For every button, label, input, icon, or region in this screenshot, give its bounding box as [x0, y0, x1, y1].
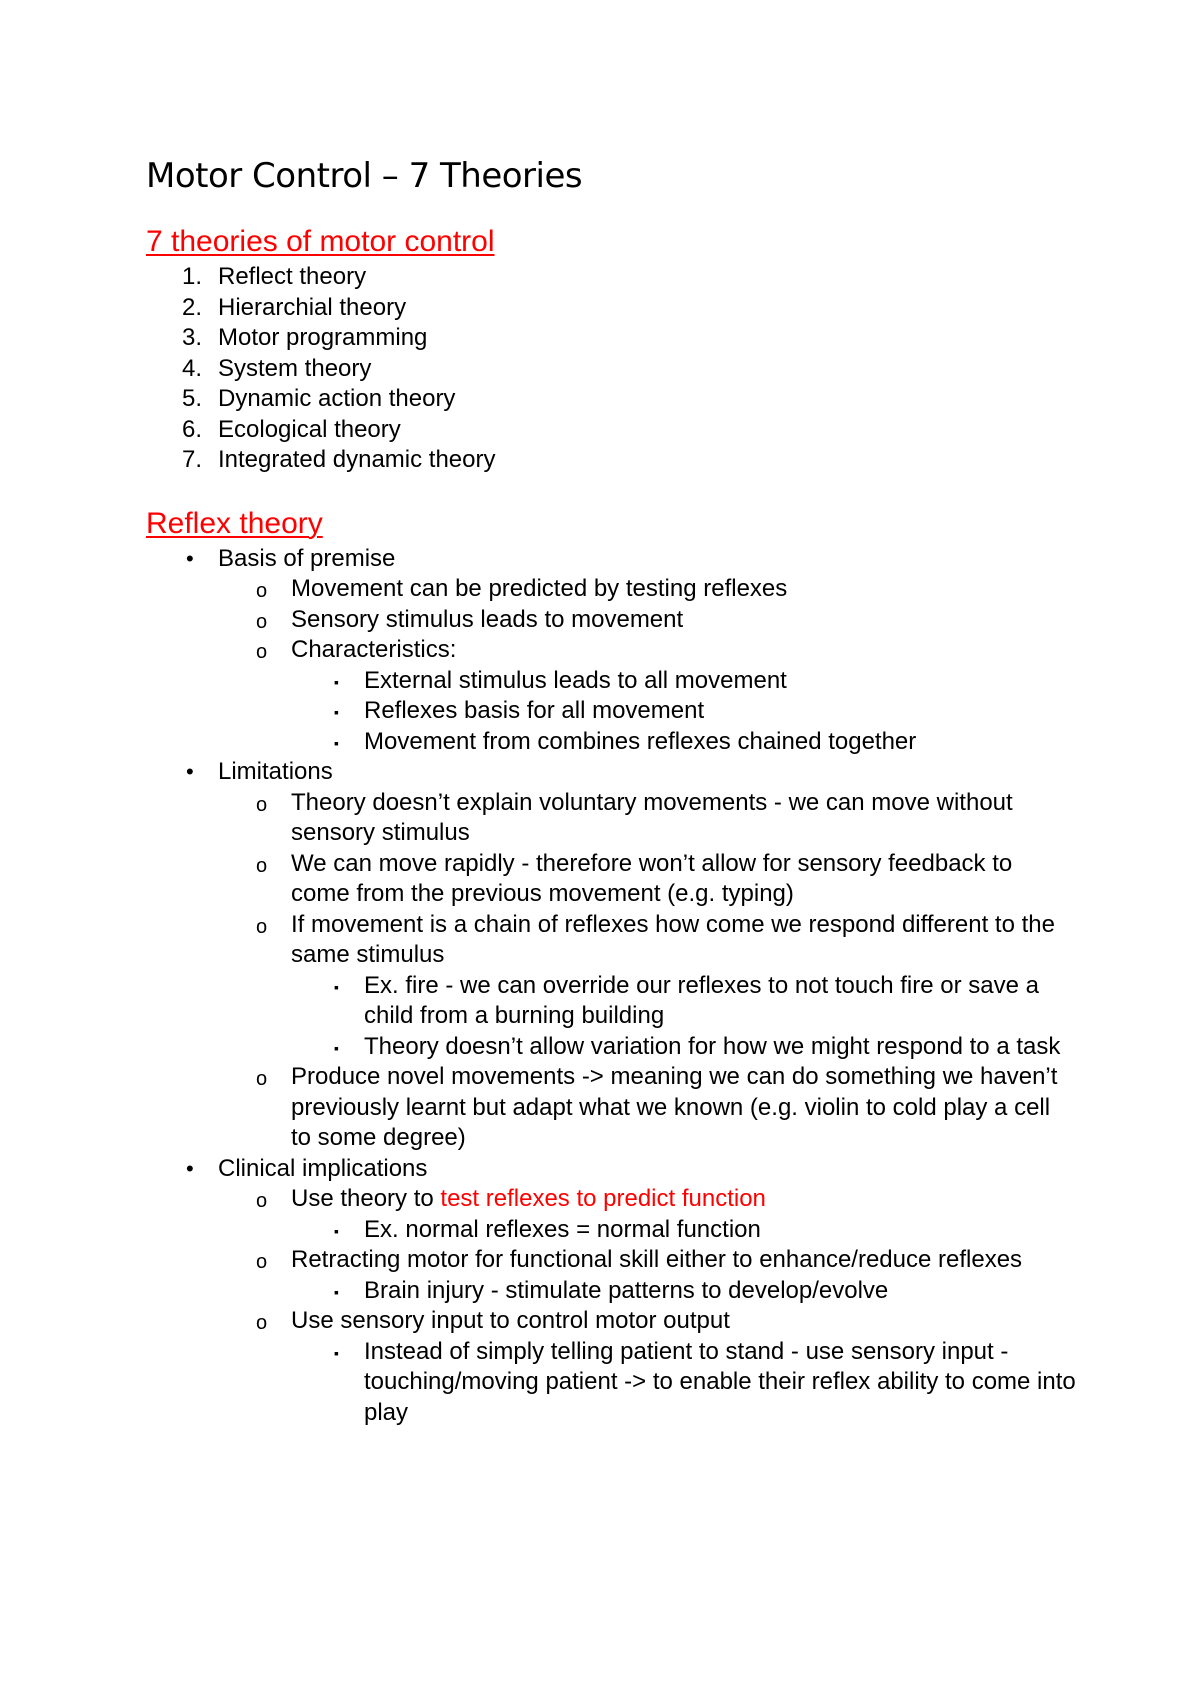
list-item: ▪ Instead of simply telling patient to stand - use sensory input - touching/moving patient -> to enable their reflex ability to come into play: [334, 1337, 1076, 1426]
document-page: [146, 146, 1076, 1428]
list-item: o Sensory stimulus leads to movement: [146, 605, 1076, 636]
bullet-icon: •: [186, 759, 194, 784]
list-item: ▪ Reflexes basis for all movement: [146, 696, 1076, 727]
circle-bullet-icon: o: [256, 1312, 268, 1334]
section-heading-theories: 7 theories of motor control: [146, 225, 495, 258]
list-item: 5. Dynamic action theory: [182, 385, 456, 412]
list-item: 1. Reflect theory: [182, 263, 367, 290]
list-item: 3. Motor programming: [182, 324, 428, 351]
square-bullet-icon: ▪: [334, 704, 339, 720]
bullet-limitations: • Limitations: [146, 757, 1076, 788]
list-item: o If movement is a chain of reflexes how come we respond different to the same stimulus: [256, 910, 1055, 968]
list-item: 4. System theory: [182, 354, 372, 382]
circle-bullet-icon: o: [256, 1190, 268, 1212]
circle-bullet-icon: o: [256, 915, 268, 938]
list-item: o Movement can be predicted by testing reflexes: [146, 574, 1076, 605]
section-heading-reflex-theory: Reflex theory: [146, 506, 323, 540]
bullet-icon: •: [186, 1155, 194, 1181]
list-item: ▪ Brain injury - stimulate patterns to develop/evolve: [146, 1276, 1076, 1307]
list-item: 2. Hierarchial theory: [182, 293, 407, 321]
list-item: 7. Integrated dynamic theory: [182, 446, 496, 473]
list-item: ▪ Movement from combines reflexes chained together: [146, 727, 1076, 758]
bullet-basis: • Basis of premise: [146, 544, 1076, 575]
list-item: o Characteristics:: [146, 635, 1076, 666]
list-item: o We can move rapidly - therefore won’t allow for sensory feedback to come from the previous movement (e.g. typing): [256, 849, 1013, 907]
list-item: ▪ Theory doesn’t allow variation for how we might respond to a task: [146, 1032, 1076, 1063]
circle-bullet-icon: o: [256, 1251, 268, 1273]
square-bullet-icon: ▪: [334, 1344, 339, 1361]
list-item: ▪ Ex. fire - we can override our reflexes to not touch fire or save a child from a burning building: [334, 971, 1039, 1029]
circle-bullet-icon: o: [256, 580, 268, 602]
circle-bullet-icon: o: [256, 610, 268, 633]
bullet-clinical-implications: • Clinical implications: [146, 1154, 1076, 1185]
list-item: o Use sensory input to control motor output: [146, 1306, 1076, 1337]
circle-bullet-icon: o: [256, 1068, 268, 1090]
list-item: ▪ External stimulus leads to all movement: [146, 666, 1076, 697]
list-item: 6. Ecological theory: [182, 415, 401, 443]
list-item: ▪ Ex. normal reflexes = normal function: [146, 1215, 1076, 1246]
square-bullet-icon: ▪: [334, 978, 339, 995]
circle-bullet-icon: o: [256, 854, 268, 877]
square-bullet-icon: ▪: [334, 1283, 339, 1300]
list-item: o Theory doesn’t explain voluntary movements - we can move without sensory stimulus: [256, 788, 1013, 846]
page-title: Motor Control – 7 Theories: [146, 156, 583, 196]
square-bullet-icon: ▪: [334, 734, 339, 751]
circle-bullet-icon: o: [256, 641, 268, 663]
bullet-icon: •: [186, 545, 194, 571]
square-bullet-icon: ▪: [334, 673, 339, 690]
circle-bullet-icon: o: [256, 793, 268, 816]
list-item: o Produce novel movements -> meaning we can do something we haven’t previously learnt but adapt what we known (e.g. violin to cold play a cell to some degree): [256, 1063, 1058, 1151]
list-item: o Use theory to test reflexes to predict function: [146, 1184, 1076, 1215]
reflex-theory-outline: [146, 544, 1076, 1429]
square-bullet-icon: ▪: [334, 1222, 339, 1239]
list-item: o Retracting motor for functional skill either to enhance/reduce reflexes: [146, 1245, 1076, 1276]
square-bullet-icon: ▪: [334, 1039, 339, 1056]
theories-list: [146, 262, 1076, 476]
highlighted-text: test reflexes to predict function: [440, 1185, 766, 1212]
